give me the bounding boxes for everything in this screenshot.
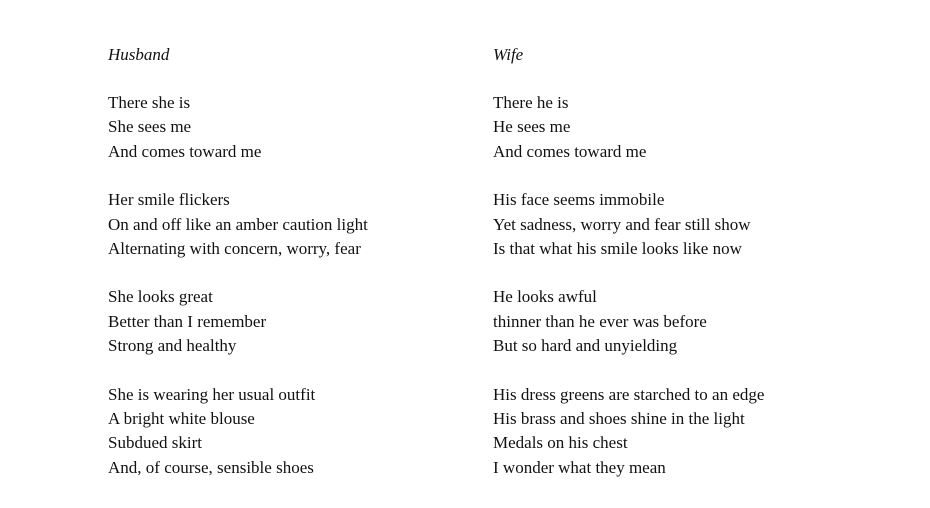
husband-heading: Husband — [108, 45, 170, 64]
poem-line: There she is — [108, 93, 191, 112]
poem-line: There he is — [493, 93, 569, 112]
husband-stanza-2 — [108, 188, 488, 261]
poem-line: She sees me — [108, 117, 192, 137]
wife-stanza-2 — [493, 188, 873, 261]
wife-stanza-3 — [493, 285, 873, 358]
poem-line: He looks awful — [493, 287, 597, 307]
poem-line: His face seems immobile — [493, 190, 665, 210]
wife-column — [493, 43, 873, 504]
poem-line: Alternating with concern, worry, fear — [108, 238, 361, 258]
poem-line: Is that what his smile looks like now — [493, 238, 742, 258]
wife-stanza-4 — [493, 383, 873, 481]
poem-line: I wonder what they mean — [493, 457, 666, 477]
poem-line: And comes toward me — [493, 141, 647, 161]
poem-line: She looks great — [108, 287, 213, 307]
poem-line: Her smile flickers — [108, 190, 230, 210]
husband-stanza-3 — [108, 285, 488, 358]
poem-line: On and off like an amber caution light — [108, 214, 368, 234]
poem-line: Subdued skirt — [108, 433, 202, 453]
wife-stanza-1 — [493, 91, 873, 164]
poem-line: Medals on his chest — [493, 433, 628, 453]
poem-line: His brass and shoes shine in the light — [493, 408, 745, 428]
poem-line: She is wearing her usual outfit — [108, 384, 316, 404]
poem-line: His dress greens are starched to an edge — [493, 384, 765, 404]
husband-stanza-4 — [108, 383, 488, 481]
poem-line: thinner than he ever was before — [493, 311, 707, 331]
poem-line: He sees me — [493, 117, 571, 137]
poem-line: But so hard and unyielding — [493, 336, 678, 356]
poem-line: Strong and healthy — [108, 336, 237, 356]
husband-stanza-1 — [108, 91, 488, 164]
poem-line: A bright white blouse — [108, 408, 255, 428]
poem-line: And comes toward me — [108, 141, 262, 161]
husband-column — [108, 43, 488, 504]
wife-heading: Wife — [493, 45, 524, 64]
poem-line: Better than I remember — [108, 311, 267, 331]
poem-line: And, of course, sensible shoes — [108, 457, 314, 477]
poem-line: Yet sadness, worry and fear still show — [493, 214, 751, 234]
